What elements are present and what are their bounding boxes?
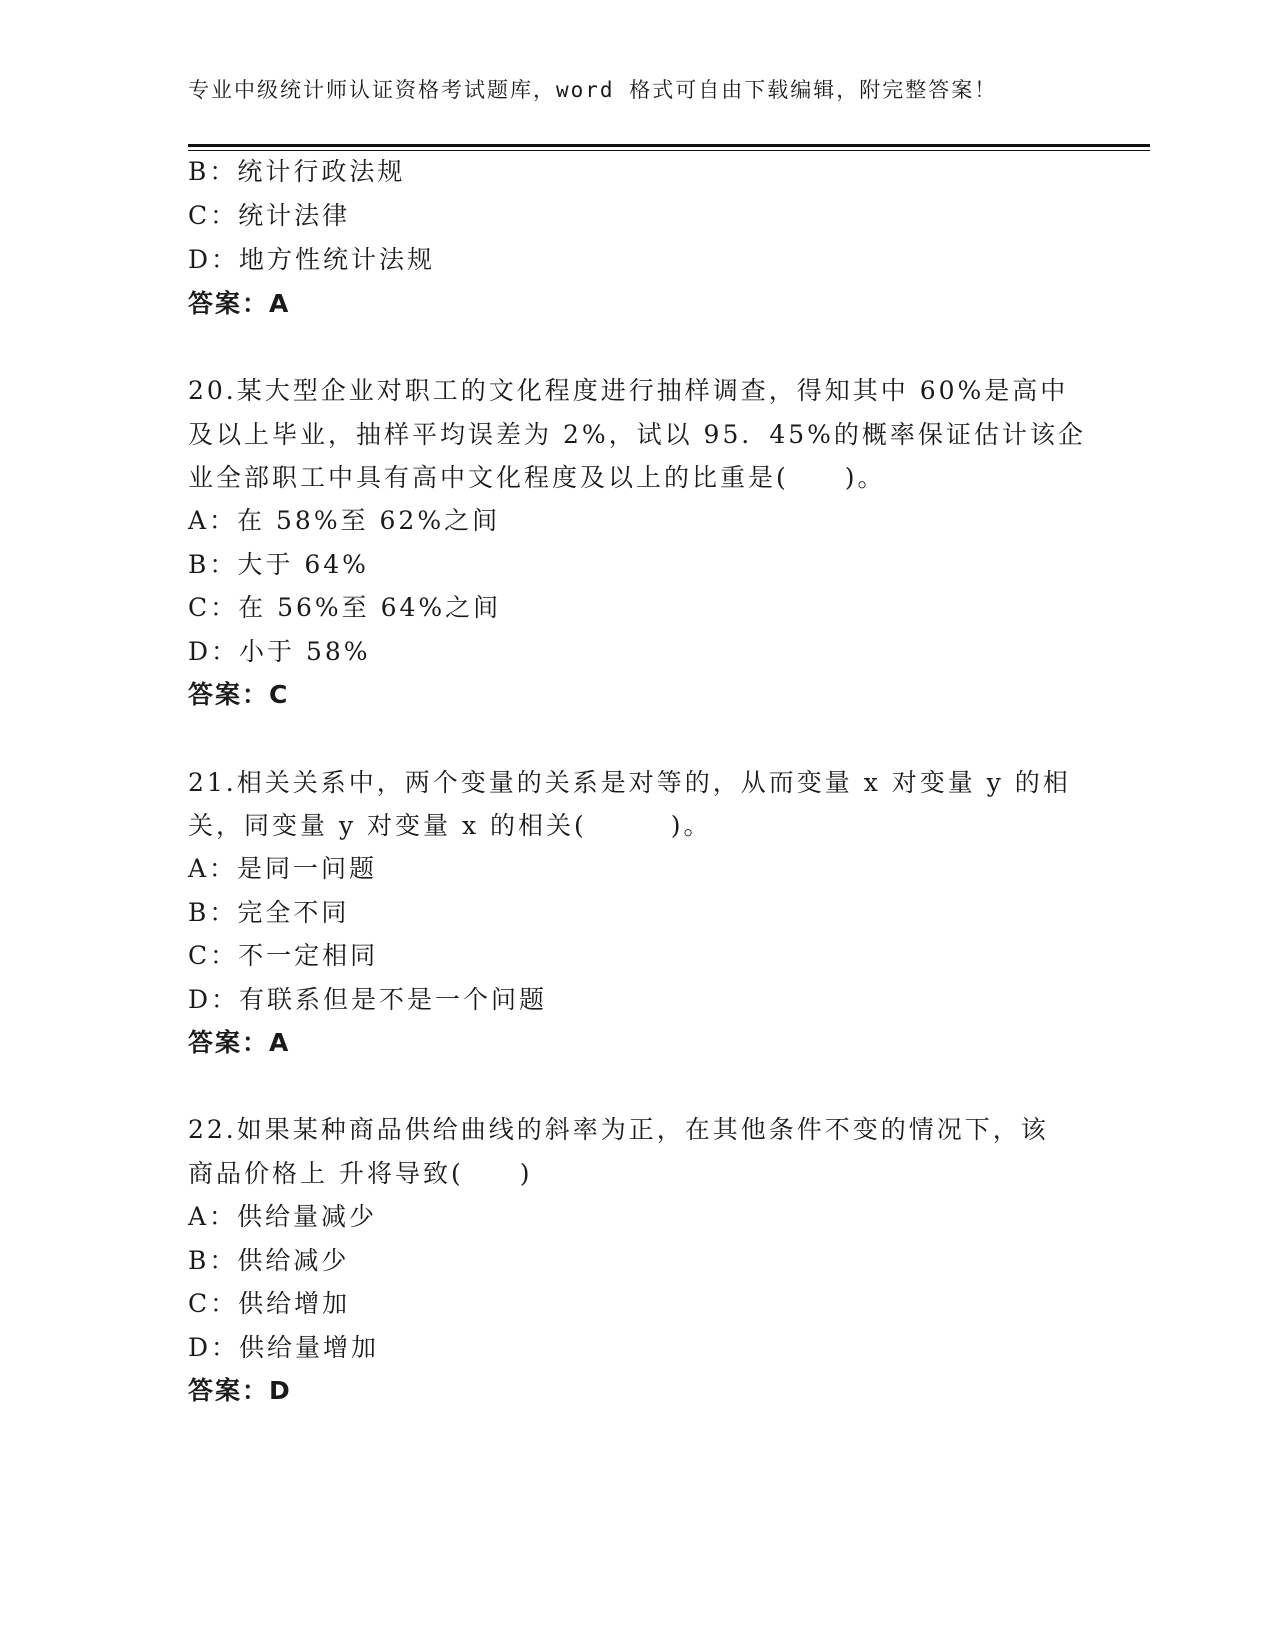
q21-stem-line1: 21.相关关系中，两个变量的关系是对等的，从而变量 x 对变量 y 的相 [188,768,1071,797]
q22-answer: 答案：D [188,1376,292,1405]
q21-option-b: B：完全不同 [188,898,350,927]
q21-option-c: C：不一定相同 [188,941,379,970]
q22-stem-line2: 商品价格上 升将导致( ) [188,1159,533,1188]
header-rule-thin [188,150,1150,151]
q20-option-a: A：在 58%至 62%之间 [188,506,501,535]
q22-option-c: C：供给增加 [188,1289,351,1318]
q22-stem-line1: 22.如果某种商品供给曲线的斜率为正，在其他条件不变的情况下，该 [188,1115,1049,1144]
q22-option-a: A：供给量减少 [188,1202,378,1231]
q21-option-d: D：有联系但是不是一个问题 [188,985,548,1014]
q20-stem-line1: 20.某大型企业对职工的文化程度进行抽样调查，得知其中 60%是高中 [188,376,1069,405]
q21-answer: 答案：A [188,1028,291,1057]
q20-answer: 答案：C [188,680,290,709]
q20-option-c: C：在 56%至 64%之间 [188,593,502,622]
header-rule-thick [188,144,1150,147]
q19-answer: 答案：A [188,289,291,318]
q22-option-d: D：供给量增加 [188,1333,380,1362]
q20-option-b: B：大于 64% [188,550,369,579]
q20-stem-line3: 业全部职工中具有高中文化程度及以上的比重是( )。 [188,463,886,492]
q22-option-b: B：供给减少 [188,1246,350,1275]
q21-option-a: A：是同一问题 [188,854,378,883]
q19-option-d: D：地方性统计法规 [188,245,436,274]
q19-option-b: B：统计行政法规 [188,157,406,186]
page-header: 专业中级统计师认证资格考试题库，word 格式可自由下载编辑，附完整答案！ [188,78,998,102]
q20-option-d: D：小于 58% [188,637,371,666]
q20-stem-line2: 及以上毕业，抽样平均误差为 2%，试以 95．45%的概率保证估计该企 [188,420,1086,449]
q19-option-c: C：统计法律 [188,201,351,230]
q21-stem-line2: 关，同变量 y 对变量 x 的相关( )。 [188,811,712,840]
